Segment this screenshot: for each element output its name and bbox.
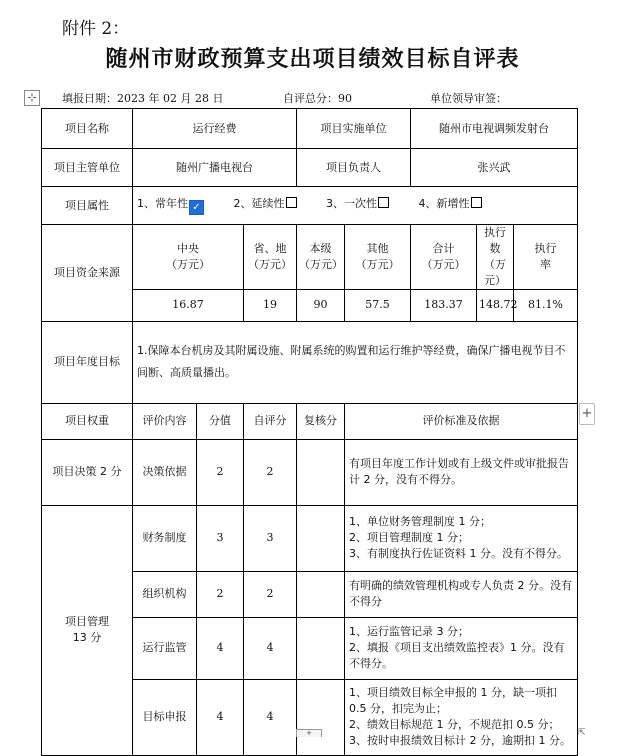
- finance-review-score[interactable]: [297, 505, 345, 571]
- funding-header-local: 本级 （万元）: [297, 225, 345, 290]
- self-score: [283, 90, 352, 106]
- organization-score[interactable]: 2: [197, 571, 244, 617]
- funding-header-province: 省、地 （万元）: [244, 225, 297, 290]
- attribute-label: 项目属性: [42, 187, 133, 225]
- annual-goal-label: 项目年度目标: [42, 321, 133, 403]
- attribute-option-onetime[interactable]: 3、一次性: [326, 196, 389, 212]
- management-group-label: 项目管理 13 分: [42, 505, 133, 755]
- attribute-options: [133, 187, 578, 225]
- supervisor-label: 项目主管单位: [42, 149, 133, 187]
- finance-content: 财务制度: [133, 505, 197, 571]
- organization-self-score[interactable]: 2: [244, 571, 297, 617]
- row-decision: [42, 439, 578, 505]
- checkbox-checked-icon[interactable]: ✓: [189, 200, 204, 215]
- funding-value-province[interactable]: 19: [244, 289, 297, 321]
- row-evaluation-headers: [42, 403, 578, 439]
- project-leader-value[interactable]: 张兴武: [411, 149, 578, 187]
- funding-value-rate[interactable]: 81.1%: [514, 289, 578, 321]
- attribute-option-continuing[interactable]: 2、延续性: [234, 196, 297, 212]
- evaluation-form-table: [41, 108, 578, 756]
- impl-unit-label: 项目实施单位: [297, 109, 411, 149]
- declaration-review-score[interactable]: [297, 679, 345, 755]
- impl-unit-value[interactable]: 随州市电视调频发射台: [411, 109, 578, 149]
- supervisor-value[interactable]: 随州广播电视台: [133, 149, 297, 187]
- organization-review-score[interactable]: [297, 571, 345, 617]
- decision-content: 决策依据: [133, 439, 197, 505]
- supervision-score[interactable]: 4: [197, 617, 244, 679]
- add-row-marker-icon[interactable]: +: [296, 729, 322, 737]
- self-score-label: 自评总分：: [283, 92, 338, 105]
- leader-sign: 单位领导审签：: [430, 92, 507, 105]
- funding-header-total: 合计 （万元）: [411, 225, 477, 290]
- supervision-criteria[interactable]: 1、运行监管记录 3 分； 2、填报《项目支出绩效监控表》1 分。没有不得分。: [345, 617, 578, 679]
- decision-self-score[interactable]: 2: [244, 439, 297, 505]
- add-column-button[interactable]: +: [579, 403, 595, 425]
- supervision-review-score[interactable]: [297, 617, 345, 679]
- fill-date-value: 2023 年 02 月 28 日: [117, 92, 224, 105]
- funding-value-central[interactable]: 16.87: [133, 289, 244, 321]
- header-weight: 项目权重: [42, 403, 133, 439]
- project-name-label: 项目名称: [42, 109, 133, 149]
- table-resize-handle-icon[interactable]: ⇱: [578, 728, 586, 738]
- fill-date: [62, 90, 223, 106]
- funding-value-other[interactable]: 57.5: [345, 289, 411, 321]
- project-name-value[interactable]: 运行经费: [133, 109, 297, 149]
- funding-value-executed[interactable]: 148.72: [477, 289, 514, 321]
- attribute-option-annual[interactable]: 1、常年性 ✓: [137, 196, 204, 215]
- checkbox-icon[interactable]: [378, 197, 389, 208]
- funding-header-central: 中央 （万元）: [133, 225, 244, 290]
- funding-header-other: 其他 （万元）: [345, 225, 411, 290]
- finance-score[interactable]: 3: [197, 505, 244, 571]
- header-self-score: 自评分: [244, 403, 297, 439]
- header-criteria: 评价标准及依据: [345, 403, 578, 439]
- attachment-label: 附件 2：: [62, 19, 130, 39]
- project-leader-label: 项目负责人: [297, 149, 411, 187]
- supervision-content: 运行监管: [133, 617, 197, 679]
- row-attribute: [42, 187, 578, 225]
- funding-header-executed: 执行数 （万元）: [477, 225, 514, 290]
- funding-label: 项目资金来源: [42, 225, 133, 322]
- header-review-score: 复核分: [297, 403, 345, 439]
- checkbox-icon[interactable]: [286, 197, 297, 208]
- funding-header-rate: 执行 率: [514, 225, 578, 290]
- row-supervisor: [42, 149, 578, 187]
- decision-review-score[interactable]: [297, 439, 345, 505]
- decision-score[interactable]: 2: [197, 439, 244, 505]
- finance-self-score[interactable]: 3: [244, 505, 297, 571]
- row-funding-headers: [42, 225, 578, 290]
- supervision-self-score[interactable]: 4: [244, 617, 297, 679]
- row-finance-system: [42, 505, 578, 571]
- declaration-self-score[interactable]: 4: [244, 679, 297, 755]
- organization-content: 组织机构: [133, 571, 197, 617]
- decision-criteria[interactable]: 有项目年度工作计划或有上级文件或审批报告计 2 分，没有不得分。: [345, 439, 578, 505]
- page-title: 随州市财政预算支出项目绩效目标自评表: [105, 46, 520, 72]
- declaration-content: 目标申报: [133, 679, 197, 755]
- declaration-criteria[interactable]: 1、项目绩效目标全申报的 1 分，缺一项扣 0.5 分，扣完为止； 2、绩效目标规范 1 分，不规范扣 0.5 分； 3、按时申报绩效目标计 2 分，逾期扣 1 分。: [345, 679, 578, 755]
- organization-criteria[interactable]: 有明确的绩效管理机构或专人负责 2 分。没有不得分: [345, 571, 578, 617]
- annual-goal-text[interactable]: 1.保障本台机房及其附属设施、附属系统的购置和运行维护等经费，确保广播电视节目不间断、高质量播出。: [133, 321, 578, 403]
- decision-group-label: 项目决策 2 分: [42, 439, 133, 505]
- self-score-value: 90: [338, 92, 352, 105]
- funding-value-total[interactable]: 183.37: [411, 289, 477, 321]
- row-annual-goal: [42, 321, 578, 403]
- table-move-handle-icon[interactable]: ⊹: [24, 90, 40, 106]
- row-project-name: [42, 109, 578, 149]
- fill-date-label: 填报日期：: [62, 92, 117, 105]
- checkbox-icon[interactable]: [471, 197, 482, 208]
- header-score: 分值: [197, 403, 244, 439]
- attribute-option-new[interactable]: 4、新增性: [419, 196, 482, 212]
- finance-criteria[interactable]: 1、单位财务管理制度 1 分； 2、项目管理制度 1 分； 3、有制度执行佐证资料 1 分。没有不得分。: [345, 505, 578, 571]
- funding-value-local[interactable]: 90: [297, 289, 345, 321]
- header-content: 评价内容: [133, 403, 197, 439]
- declaration-score[interactable]: 4: [197, 679, 244, 755]
